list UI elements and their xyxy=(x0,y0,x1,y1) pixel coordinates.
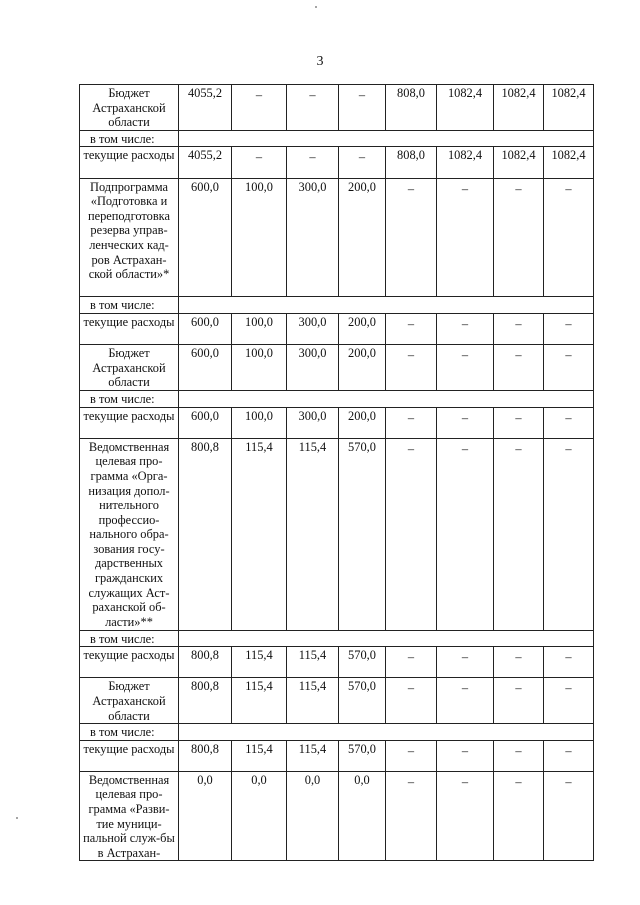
value-cell xyxy=(339,313,386,344)
cell-value: 800,8 xyxy=(191,741,219,756)
value-cell xyxy=(494,85,544,131)
row-label: в том числе: xyxy=(80,130,179,147)
value-cell xyxy=(437,147,494,178)
value-cell xyxy=(287,438,339,630)
cell-value: – xyxy=(461,410,469,425)
empty-value-cell xyxy=(386,345,437,391)
empty-value-cell xyxy=(437,178,494,297)
value-cell xyxy=(339,740,386,771)
table-note-row xyxy=(80,130,594,147)
table-row xyxy=(80,647,594,678)
row-label: текущие расходы xyxy=(80,647,179,678)
row-label: Ведомственная целевая про-грамма «Орга-низация допол-нительного профессио-нального обра-зования госу-дарственных гражданских служащих Аст-раханской об-ласти»** xyxy=(80,438,179,630)
value-cell xyxy=(287,771,339,861)
cell-value: – xyxy=(565,410,572,425)
cell-value: – xyxy=(407,348,415,363)
table-row xyxy=(80,407,594,438)
empty-value-cell xyxy=(287,147,339,178)
value-cell xyxy=(232,178,287,297)
empty-value-cell xyxy=(437,678,494,724)
cell-value: 100,0 xyxy=(245,179,273,194)
cell-value: – xyxy=(565,681,572,696)
table-note-row xyxy=(80,297,594,314)
empty-value-cell xyxy=(494,678,544,724)
cell-value: 115,4 xyxy=(298,741,327,756)
cell-value: – xyxy=(407,410,415,425)
cell-value: – xyxy=(461,650,469,665)
cell-value: 115,4 xyxy=(298,439,327,454)
cell-value: – xyxy=(515,410,522,425)
cell-value: – xyxy=(565,181,572,196)
empty-value-cell xyxy=(544,771,594,861)
empty-cell xyxy=(179,724,594,741)
cell-value: 1082,4 xyxy=(551,86,586,100)
table-note-row xyxy=(80,630,594,647)
value-cell xyxy=(179,771,232,861)
cell-value: 600,0 xyxy=(191,408,219,423)
empty-value-cell xyxy=(494,771,544,861)
cell-value: 800,8 xyxy=(191,439,219,454)
value-cell xyxy=(232,740,287,771)
cell-value: – xyxy=(407,743,415,758)
value-cell xyxy=(179,438,232,630)
empty-value-cell xyxy=(386,678,437,724)
value-cell xyxy=(179,85,232,131)
empty-value-cell xyxy=(544,647,594,678)
empty-value-cell xyxy=(386,313,437,344)
cell-value: 300,0 xyxy=(298,408,327,423)
value-cell xyxy=(544,147,594,178)
cell-value: 115,4 xyxy=(245,648,273,663)
empty-value-cell xyxy=(437,438,494,630)
cell-value: – xyxy=(358,150,366,165)
value-cell xyxy=(232,407,287,438)
value-cell xyxy=(287,678,339,724)
cell-value: – xyxy=(515,348,522,363)
empty-value-cell xyxy=(339,85,386,131)
empty-value-cell xyxy=(287,85,339,131)
budget-table xyxy=(79,84,594,861)
cell-value: 600,0 xyxy=(191,346,219,361)
cell-value: 1082,4 xyxy=(501,148,536,163)
cell-value: 115,4 xyxy=(298,679,327,694)
row-label: Бюджет Астраханской области xyxy=(80,85,179,131)
value-cell xyxy=(287,407,339,438)
cell-value: 100,0 xyxy=(245,314,273,329)
cell-value: 1082,4 xyxy=(501,86,536,100)
value-cell xyxy=(386,85,437,131)
empty-value-cell xyxy=(386,178,437,297)
cell-value: 600,0 xyxy=(191,179,219,194)
cell-value: 115,4 xyxy=(245,741,273,756)
empty-value-cell xyxy=(494,345,544,391)
cell-value: – xyxy=(358,88,366,102)
cell-value: 0,0 xyxy=(197,772,213,787)
value-cell xyxy=(232,313,287,344)
empty-value-cell xyxy=(437,771,494,861)
table-row xyxy=(80,345,594,391)
value-cell xyxy=(179,345,232,391)
value-cell xyxy=(179,178,232,297)
value-cell xyxy=(437,85,494,131)
empty-value-cell xyxy=(386,771,437,861)
value-cell xyxy=(179,647,232,678)
cell-value: 300,0 xyxy=(298,346,327,361)
row-label: Подпрограмма «Подготовка и переподготовка резерва управ-ленческих кад-ров Астрахан-ской области»* xyxy=(80,178,179,297)
cell-value: – xyxy=(407,181,415,196)
value-cell xyxy=(287,345,339,391)
empty-value-cell xyxy=(544,678,594,724)
cell-value: – xyxy=(461,348,469,363)
cell-value: 100,0 xyxy=(245,408,273,423)
cell-value: – xyxy=(407,316,415,331)
table-row xyxy=(80,678,594,724)
value-cell xyxy=(287,647,339,678)
cell-value: – xyxy=(565,650,572,665)
cell-value: – xyxy=(515,181,522,196)
table-row xyxy=(80,85,594,131)
table-note-row xyxy=(80,390,594,407)
cell-value: – xyxy=(309,150,316,165)
cell-value: – xyxy=(461,774,469,789)
cell-value: – xyxy=(515,650,522,665)
row-label: Бюджет Астраханской области xyxy=(80,678,179,724)
value-cell xyxy=(287,740,339,771)
table-row xyxy=(80,313,594,344)
empty-value-cell xyxy=(232,147,287,178)
row-label: в том числе: xyxy=(80,630,179,647)
value-cell xyxy=(494,147,544,178)
cell-value: 1082,4 xyxy=(447,86,483,100)
cell-value: 1082,4 xyxy=(551,148,586,163)
cell-value: – xyxy=(407,441,415,456)
cell-value: – xyxy=(255,88,263,102)
table-row xyxy=(80,771,594,861)
cell-value: 808,0 xyxy=(397,148,425,163)
table-row xyxy=(80,147,594,178)
empty-value-cell xyxy=(494,740,544,771)
row-label: в том числе: xyxy=(80,297,179,314)
value-cell xyxy=(339,438,386,630)
cell-value: 200,0 xyxy=(348,346,376,361)
cell-value: 600,0 xyxy=(191,314,219,329)
empty-value-cell xyxy=(544,345,594,391)
cell-value: 115,4 xyxy=(245,679,273,694)
value-cell xyxy=(179,678,232,724)
empty-value-cell xyxy=(544,438,594,630)
value-cell xyxy=(544,85,594,131)
row-label: в том числе: xyxy=(80,390,179,407)
cell-value: 200,0 xyxy=(348,314,376,329)
empty-cell xyxy=(179,390,594,407)
value-cell xyxy=(339,345,386,391)
cell-value: 200,0 xyxy=(348,179,376,194)
row-label: текущие расходы xyxy=(80,313,179,344)
cell-value: 115,4 xyxy=(245,439,273,454)
cell-value: – xyxy=(461,743,469,758)
value-cell xyxy=(232,647,287,678)
empty-value-cell xyxy=(494,647,544,678)
value-cell xyxy=(232,771,287,861)
empty-cell xyxy=(179,297,594,314)
cell-value: – xyxy=(407,681,415,696)
empty-value-cell xyxy=(339,147,386,178)
page-number: 3 xyxy=(316,54,324,69)
value-cell xyxy=(339,771,386,861)
empty-value-cell xyxy=(437,313,494,344)
empty-value-cell xyxy=(494,178,544,297)
empty-value-cell xyxy=(544,178,594,297)
value-cell xyxy=(179,313,232,344)
cell-value: 100,0 xyxy=(245,346,273,361)
table-row xyxy=(80,740,594,771)
cell-value: 808,0 xyxy=(397,86,425,100)
empty-value-cell xyxy=(494,438,544,630)
cell-value: 570,0 xyxy=(348,648,376,663)
value-cell xyxy=(386,147,437,178)
cell-value: – xyxy=(461,441,469,456)
cell-value: 0,0 xyxy=(304,772,321,787)
cell-value: 800,8 xyxy=(191,679,219,694)
row-label: в том числе: xyxy=(80,724,179,741)
cell-value: – xyxy=(515,316,522,331)
value-cell xyxy=(287,313,339,344)
empty-value-cell xyxy=(544,313,594,344)
row-label: Бюджет Астраханской области xyxy=(80,345,179,391)
cell-value: – xyxy=(515,774,522,789)
value-cell xyxy=(339,647,386,678)
cell-value: – xyxy=(515,441,522,456)
cell-value: 200,0 xyxy=(348,408,376,423)
row-label: текущие расходы xyxy=(80,740,179,771)
cell-value: 300,0 xyxy=(298,179,327,194)
empty-value-cell xyxy=(386,438,437,630)
empty-value-cell xyxy=(437,407,494,438)
table-row xyxy=(80,178,594,297)
empty-value-cell xyxy=(437,345,494,391)
empty-value-cell xyxy=(386,407,437,438)
cell-value: 1082,4 xyxy=(447,148,483,163)
cell-value: 570,0 xyxy=(348,679,376,694)
cell-value: – xyxy=(515,743,522,758)
value-cell xyxy=(179,147,232,178)
value-cell xyxy=(287,178,339,297)
empty-value-cell xyxy=(437,647,494,678)
cell-value: 115,4 xyxy=(298,648,327,663)
cell-value: – xyxy=(565,441,572,456)
empty-value-cell xyxy=(544,407,594,438)
cell-value: – xyxy=(461,681,469,696)
empty-value-cell xyxy=(437,740,494,771)
cell-value: – xyxy=(255,150,263,165)
value-cell xyxy=(232,345,287,391)
cell-value: 300,0 xyxy=(298,314,327,329)
cell-value: – xyxy=(407,774,415,789)
cell-value: – xyxy=(565,348,572,363)
empty-value-cell xyxy=(232,85,287,131)
value-cell xyxy=(179,407,232,438)
cell-value: 4055,2 xyxy=(187,86,223,100)
empty-value-cell xyxy=(544,740,594,771)
cell-value: – xyxy=(461,181,469,196)
scan-speck xyxy=(16,817,18,819)
value-cell xyxy=(232,438,287,630)
value-cell xyxy=(232,678,287,724)
cell-value: 570,0 xyxy=(348,741,376,756)
cell-value: – xyxy=(407,650,415,665)
row-label: текущие расходы xyxy=(80,147,179,178)
cell-value: – xyxy=(515,681,522,696)
cell-value: – xyxy=(565,774,572,789)
cell-value: 4055,2 xyxy=(187,148,223,163)
row-label: текущие расходы xyxy=(80,407,179,438)
value-cell xyxy=(339,678,386,724)
cell-value: – xyxy=(309,88,316,102)
cell-value: 800,8 xyxy=(191,648,219,663)
empty-cell xyxy=(179,130,594,147)
row-label: Ведомственная целевая про-грамма «Разви-тие муници-пальной служ-бы в Астрахан- xyxy=(80,771,179,861)
cell-value: – xyxy=(565,316,572,331)
cell-value: – xyxy=(461,316,469,331)
cell-value: 570,0 xyxy=(348,439,376,454)
empty-value-cell xyxy=(494,407,544,438)
empty-value-cell xyxy=(494,313,544,344)
empty-value-cell xyxy=(386,647,437,678)
value-cell xyxy=(339,178,386,297)
empty-cell xyxy=(179,630,594,647)
cell-value: 0,0 xyxy=(251,772,267,787)
empty-value-cell xyxy=(386,740,437,771)
value-cell xyxy=(179,740,232,771)
value-cell xyxy=(339,407,386,438)
table-row xyxy=(80,438,594,630)
cell-value: – xyxy=(565,743,572,758)
table-note-row xyxy=(80,724,594,741)
scan-speck xyxy=(315,6,317,8)
cell-value: 0,0 xyxy=(354,772,370,787)
